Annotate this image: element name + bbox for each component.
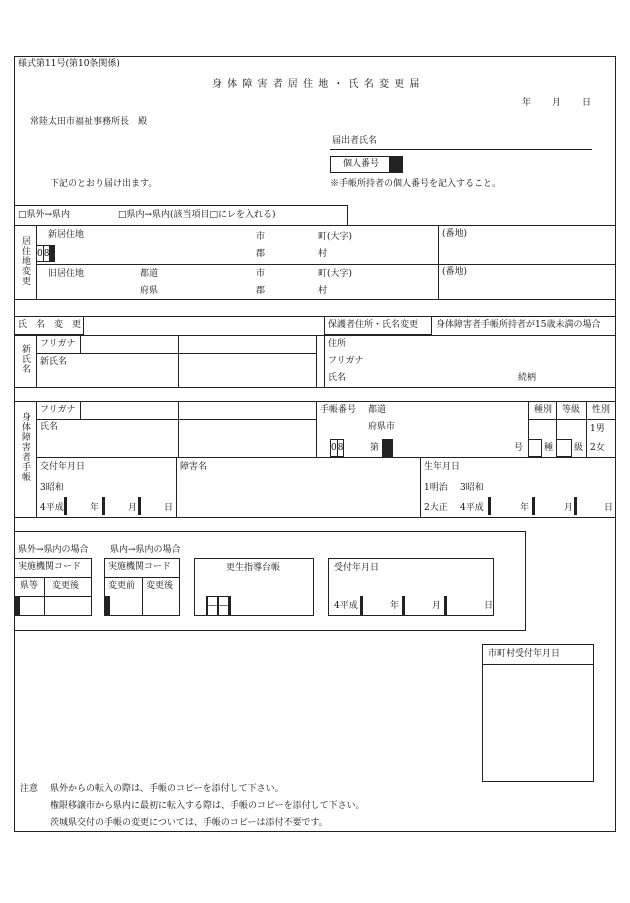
birth-hi: 日 [604,503,614,513]
addressee: 常陸太田市福祉事務所長 殿 [30,117,148,127]
divider [178,401,179,457]
birth-tsuki: 月 [564,503,574,513]
applicant-name-label: 届出者氏名 [332,136,378,146]
grade-kyu: 級 [574,443,584,453]
divider [36,457,616,458]
old-banchi: (番地) [442,267,468,277]
pref-etc: 県等 [20,581,39,591]
divider [80,401,81,419]
applicant-name-line[interactable] [330,149,592,150]
divider [14,299,616,300]
guardian-relation: 続柄 [518,373,537,383]
old-mura: 村 [318,286,328,296]
handbook-dai: 第 [370,443,380,453]
guardian-header: 保護者住所・氏名変更 [328,320,419,330]
grade-cell[interactable] [556,439,572,457]
name-furigana: フリガナ [40,339,76,349]
divider [36,353,316,354]
divider [178,335,179,387]
birth-era-meiji: 1明治 [424,483,448,493]
agency-code-a: 実施機関コード [18,562,82,572]
birth-era-heisei: 4平成 [460,503,484,513]
ledger-dash: — [207,596,217,616]
divider [14,517,616,518]
new-banchi: (番地) [442,229,468,239]
receipt-nen: 年 [390,601,400,611]
divider [36,335,37,387]
divider [316,335,317,387]
old-gun: 郡 [256,286,266,296]
postal-digit: 0 [36,245,43,262]
divider [80,335,81,353]
disability-label: 障害名 [180,462,208,472]
new-gun: 郡 [256,249,266,259]
old-address-label: 旧居住地 [48,269,85,279]
divider [14,630,526,631]
issue-era-showa: 3昭和 [40,483,64,493]
divider [14,531,526,532]
prefix-digit: 8 [337,439,345,457]
issue-date-label: 交付年月日 [40,462,86,472]
guardian-name: 氏名 [328,373,347,383]
city-receipt-label: 市町村受付年月日 [488,649,561,659]
ledger-dash: — [218,596,228,616]
name-section-label: 新氏名 [20,344,30,374]
move-out-to-in-checkbox[interactable]: □県外→県内 [18,210,71,220]
form-number: 様式第11号(第10条関係) [18,59,120,69]
after-change-a: 変更後 [52,581,80,591]
new-mura: 村 [318,249,328,259]
handbook-name: 氏名 [40,422,59,432]
birth-day-cells[interactable] [574,497,602,515]
divider [420,457,421,517]
form-title: 身 体 障 害 者 居 住 地 ・ 氏 名 変 更 届 [212,79,421,90]
new-machi: 町(大字) [318,232,353,242]
sex-female[interactable]: 2女 [590,443,605,453]
personal-number-cells[interactable] [390,156,560,173]
new-address-label: 新居住地 [48,230,85,240]
personal-number-note: ※手帳所持者の個人番号を記入すること。 [330,179,502,189]
after-change-b: 変更後 [146,581,174,591]
old-todo: 都道 [140,269,159,279]
old-fuken: 府県 [140,286,159,296]
note-line: 県外からの転入の際は、手帳のコピーを添付して下さい。 [50,784,284,794]
office-out-to-in: 県外→県内の場合 [18,545,89,555]
agency-code-cells-b[interactable] [104,596,180,616]
date-year: 年 [522,98,532,108]
new-postal-cells[interactable] [36,245,138,262]
sex-label: 性別 [592,405,611,415]
handbook-go: 号 [514,443,524,453]
type-shu: 種 [544,443,554,453]
handbook-number-cells[interactable] [382,439,512,457]
issue-tsuki: 月 [128,503,138,513]
prefix-digit: 0 [330,439,337,457]
divider [36,419,316,420]
note-line: 茨城県交付の手帳の変更については、手帳のコピーは添付不要です。 [50,818,328,828]
name-change-header: 氏 名 変 更 [18,320,82,330]
old-machi: 町(大字) [318,269,353,279]
receipt-date-label: 受付年月日 [334,563,380,573]
receipt-month-cells[interactable] [402,596,430,616]
sex-male[interactable]: 1男 [590,424,605,434]
move-in-to-in-checkbox[interactable]: □県内→県内(該当項目□にレを入れる) [118,210,276,220]
office-in-to-in: 県内→県内の場合 [110,545,181,555]
new-name-label: 新氏名 [40,357,68,367]
notes-label: 注意 [20,784,39,794]
divider [482,664,594,665]
guidance-ledger: 更生指導台帳 [226,563,281,573]
divider [14,577,92,578]
divider [14,316,616,317]
date-month: 月 [552,98,562,108]
guidance-ledger-cells[interactable] [206,596,304,616]
divider [36,264,616,265]
birth-year-cells[interactable] [488,497,516,515]
divider [36,225,37,299]
receipt-hi: 日 [484,601,494,611]
residence-section-label: 居住地変更 [20,236,30,286]
personal-number-label: 個人番号 [343,159,380,169]
divider [14,335,616,336]
divider [586,401,587,457]
guardian-furigana: フリガナ [328,356,364,366]
issue-year-cells[interactable] [64,497,88,515]
birth-era-showa: 3昭和 [460,483,484,493]
receipt-tsuki: 月 [432,601,442,611]
divider [14,225,616,226]
new-shi: 市 [256,232,266,242]
divider [14,387,616,388]
handbook-section-label: 身体障害者手帳 [20,412,30,482]
handbook-fuken-shi: 府県市 [368,422,396,432]
before-change: 変更前 [108,581,136,591]
handbook-furigana: フリガナ [40,405,76,415]
issue-nen: 年 [90,503,100,513]
birth-era-taisho: 2大正 [424,503,448,513]
handbook-todo: 都道 [368,405,387,415]
grade-label: 等級 [562,405,581,415]
note-line: 権限移譲市から県内に最初に転入する際は、手帳のコピーを添付して下さい。 [50,801,365,811]
handbook-number-prefix[interactable] [330,439,364,457]
agency-code-b: 実施機関コード [108,562,172,572]
divider [316,401,317,457]
divider [14,401,616,402]
declaration: 下記のとおり届け出ます。 [50,179,158,189]
divider [347,205,348,225]
birth-date-label: 生年月日 [424,462,461,472]
receipt-era-heisei: 4平成 [334,601,358,611]
divider [525,531,526,630]
agency-code-cells-a[interactable] [14,596,92,616]
postal-digit: 8 [43,245,50,262]
issue-month-cells[interactable] [102,497,126,515]
guardian-note: 身体障害者手帳所持者が15歳未満の場合 [436,320,601,330]
divider [528,419,616,420]
old-shi: 市 [256,269,266,279]
divider [176,457,177,517]
issue-hi: 日 [164,503,174,513]
divider [14,205,348,206]
receipt-year-cells[interactable] [360,596,388,616]
issue-era-heisei: 4平成 [40,503,64,513]
birth-nen: 年 [520,503,530,513]
birth-month-cells[interactable] [532,497,560,515]
type-cell[interactable] [528,439,542,457]
divider [324,335,325,387]
receipt-day-cells[interactable] [444,596,480,616]
handbook-number-label: 手帳番号 [320,405,357,415]
issue-day-cells[interactable] [138,497,162,515]
divider [438,225,439,299]
date-day: 日 [582,98,592,108]
type-label: 種別 [534,405,553,415]
guardian-address: 住所 [328,339,347,349]
